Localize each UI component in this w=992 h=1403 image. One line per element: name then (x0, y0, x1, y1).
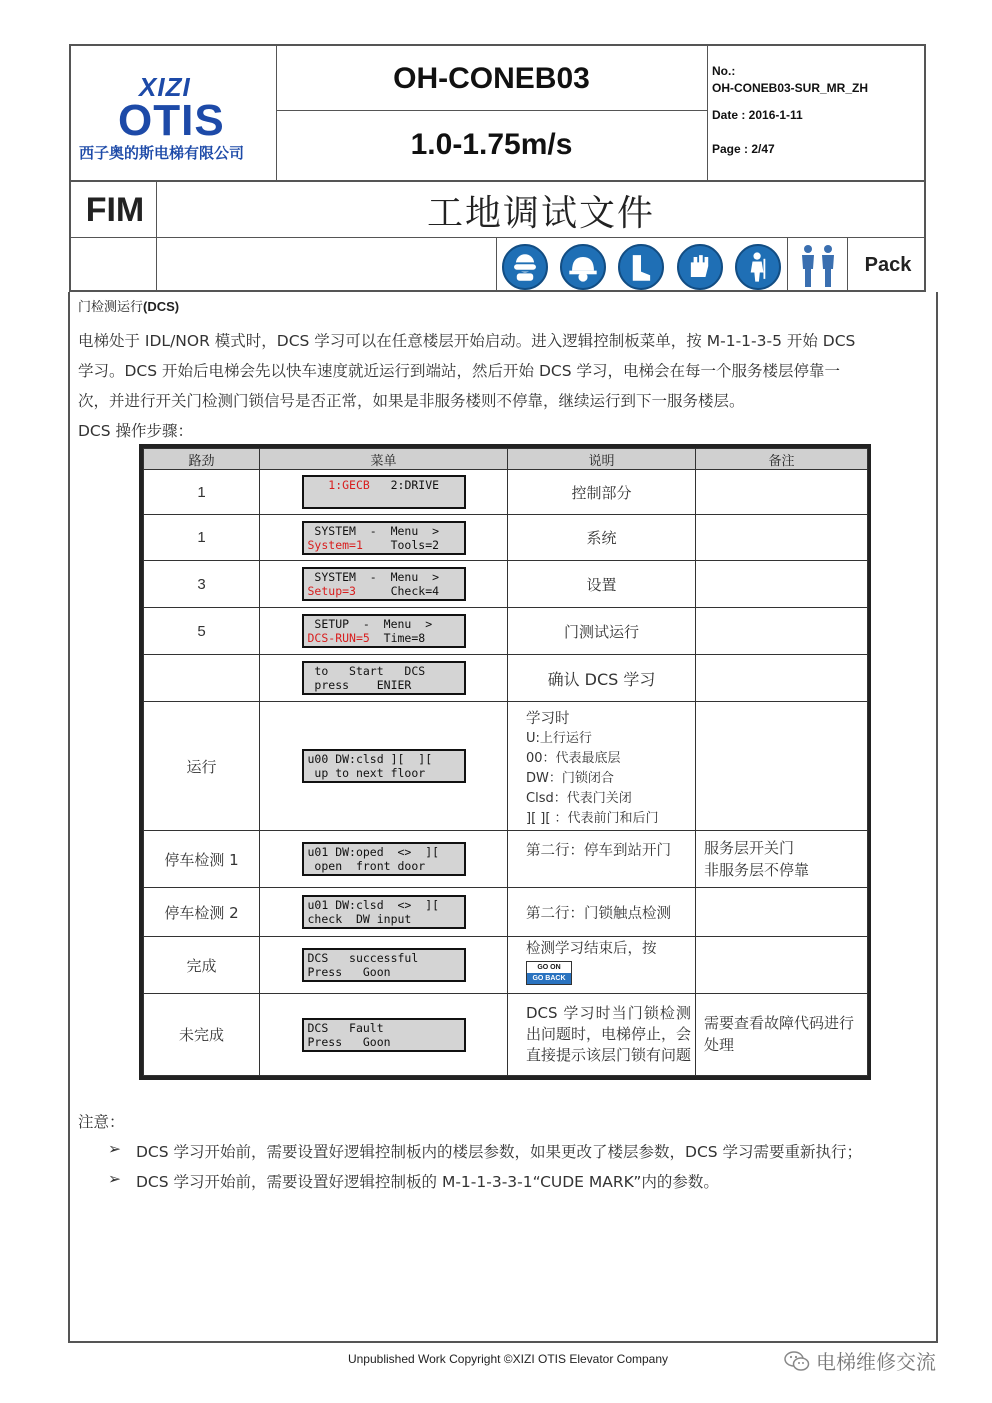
table-row (144, 561, 868, 608)
document-body (68, 292, 938, 1343)
desc-cell: 设置 (508, 561, 696, 608)
workers-icon (793, 242, 843, 290)
col-header-desc: 说明 (508, 449, 696, 470)
section-title-en: (DCS) (143, 299, 180, 314)
step-cell: 停车检测 1 (144, 831, 260, 888)
lcd-line2-highlight: Setup=3 (307, 584, 356, 598)
step-cell: 3 (144, 561, 260, 608)
note-cell (696, 888, 868, 937)
step-cell: 1 (144, 515, 260, 561)
para-line-1: 电梯处于 IDL/NOR 模式时，DCS 学习可以在任意楼层开始启动。进入逻辑控制板菜单，按 M-1-1-3-5 开始 DCS (78, 332, 856, 350)
step-cell: 完成 (144, 937, 260, 994)
lcd-line2: press ENIER (307, 678, 412, 692)
col-header-note: 备注 (696, 449, 868, 470)
speed-range: 1.0-1.75m/s (410, 128, 573, 161)
note-cell: 需要查看故障代码进行处理 (696, 994, 868, 1076)
lcd-line2: check DW input (307, 912, 412, 926)
para-line-2: 学习。DCS 开始后电梯会先以快车速度就近运行到端站，然后开始 DCS 学习，电梯会在每一个服务楼层停靠一 (78, 362, 840, 380)
desc-line: U:上行运行 (526, 731, 592, 746)
desc-cell (508, 702, 696, 831)
note-cell (696, 608, 868, 655)
gloves-icon (677, 244, 723, 290)
desc-line: DW：门锁闭合 (526, 771, 614, 786)
table-row (144, 831, 868, 888)
watermark-text: 电梯维修交流 (816, 1350, 936, 1374)
lcd-display (302, 661, 466, 695)
desc-line: 00：代表最底层 (526, 751, 621, 766)
menu-cell (260, 937, 508, 994)
document-code: OH-CONEB03 (393, 62, 590, 95)
lcd-display (302, 475, 466, 509)
lcd-display (302, 842, 466, 876)
step-cell (144, 655, 260, 702)
note-cell (696, 655, 868, 702)
lcd-display (302, 749, 466, 783)
bullet-arrow-icon: ➢ (108, 1140, 121, 1158)
doc-number-label: No.: (712, 64, 736, 78)
lcd-line1-highlight: 1:GECB (328, 478, 370, 492)
note-cell (696, 561, 868, 608)
lcd-line2: Tools=2 (362, 537, 440, 552)
desc-cell: DCS 学习时当门锁检测出问题时，电梯停止，会直接提示该层门锁有问题 (508, 994, 696, 1076)
note-cell (696, 702, 868, 831)
pack-label: Pack (864, 253, 912, 276)
table-row (144, 608, 868, 655)
table-row (144, 994, 868, 1076)
lcd-line1: to Start DCS (307, 664, 426, 678)
goggles-icon (502, 244, 548, 290)
lcd-line1: SYSTEM - Menu > (307, 570, 440, 584)
menu-cell (260, 470, 508, 515)
document-header (69, 44, 926, 292)
desc-cell (508, 937, 696, 994)
lcd-line2: open front door (307, 859, 426, 873)
dcs-steps-table (139, 444, 871, 1080)
lcd-line1: 2:DRIVE (369, 478, 440, 492)
logo-company-name: 西子奥的斯电梯有限公司 (79, 144, 245, 162)
page-number: Page : 2/47 (712, 142, 775, 156)
desc-cell: 系统 (508, 515, 696, 561)
desc-line: ][ ][ ：代表前门和后门 (526, 811, 659, 826)
para-line-3: 次，并进行开关门检测门锁信号是否正常，如果是非服务楼则不停靠，继续运行到下一服务楼层。 (78, 392, 745, 410)
bullet-arrow-icon: ➢ (108, 1170, 121, 1188)
go-back-label: GO BACK (527, 973, 571, 984)
lcd-line1: u00 DW:clsd ][ ][ (307, 752, 433, 766)
desc-text: 检测学习结束后，按 (526, 941, 657, 957)
note-cell (696, 470, 868, 515)
logo-xizi-text: XIZI (139, 72, 191, 102)
table-row (144, 655, 868, 702)
step-cell: 未完成 (144, 994, 260, 1076)
wechat-icon (784, 1350, 810, 1372)
menu-cell (260, 831, 508, 888)
lcd-line2: Check=4 (355, 584, 440, 598)
doc-number-value: OH-CONEB03-SUR_MR_ZH (712, 81, 869, 95)
lcd-line2: up to next floor (307, 766, 426, 780)
go-on-go-back-button (526, 961, 572, 985)
step-cell: 运行 (144, 702, 260, 831)
lcd-line1: u01 DW:clsd <> ][ (307, 898, 440, 912)
desc-cell: 第二行：停车到站开门 (508, 831, 696, 888)
lcd-line2: Time=8 (369, 631, 426, 645)
lcd-line1: DCS Fault (307, 1020, 384, 1035)
lcd-display (302, 895, 466, 929)
lcd-line1: SETUP - Menu > (307, 617, 433, 631)
desc-line: 学习时 (526, 711, 570, 727)
hard-hat-icon (560, 244, 606, 290)
watermark (784, 1346, 936, 1375)
menu-cell (260, 888, 508, 937)
table-row (144, 515, 868, 561)
logo-otis-text: OTIS (118, 96, 225, 145)
desc-cell: 确认 DCS 学习 (508, 655, 696, 702)
lcd-line1: u01 DW:oped <> ][ (307, 845, 440, 859)
lcd-line2: Press Goon (307, 965, 391, 979)
step-cell: 1 (144, 470, 260, 515)
doc-date: Date : 2016-1-11 (712, 108, 803, 122)
desc-line: Clsd：代表门关闭 (526, 791, 632, 806)
menu-cell (260, 994, 508, 1076)
lcd-line1: DCS successful (307, 951, 419, 965)
menu-cell (260, 702, 508, 831)
menu-cell (260, 515, 508, 561)
note-line: 服务层开关门 (704, 839, 795, 857)
bullet-text: DCS 学习开始前，需要设置好逻辑控制板内的楼层参数，如果更改了楼层参数，DCS 学习需要重新执行； (136, 1143, 863, 1161)
para-line-4: DCS 操作步骤： (78, 422, 194, 440)
lcd-display (302, 614, 466, 648)
lcd-line2-highlight: System=1 (307, 537, 363, 552)
safety-boots-icon (618, 244, 664, 290)
bullet-text: DCS 学习开始前，需要设置好逻辑控制板的 M-1-1-3-3-1“CUDE MARK”内的参数。 (136, 1173, 719, 1191)
notes-label: 注意： (78, 1113, 125, 1131)
section-title (78, 296, 179, 315)
lcd-line2: Press Goon (307, 1034, 391, 1049)
section-title-cn: 门检测运行 (78, 300, 144, 315)
menu-cell (260, 655, 508, 702)
desc-cell: 门测试运行 (508, 608, 696, 655)
step-cell: 停车检测 2 (144, 888, 260, 937)
menu-cell (260, 608, 508, 655)
note-cell (696, 831, 868, 888)
col-header-path: 路劲 (144, 449, 260, 470)
lcd-display (302, 948, 466, 982)
desc-cell: 第二行：门锁触点检测 (508, 888, 696, 937)
col-header-menu: 菜单 (260, 449, 508, 470)
note-line: 非服务层不停靠 (704, 861, 810, 879)
lcd-line2-highlight: DCS-RUN=5 (307, 631, 370, 645)
fim-label: FIM (85, 190, 145, 229)
go-on-label: GO ON (527, 962, 571, 973)
note-cell (696, 515, 868, 561)
lcd-display (302, 1018, 466, 1052)
table-row (144, 888, 868, 937)
menu-cell (260, 561, 508, 608)
note-cell (696, 937, 868, 994)
document-title: 工地调试文件 (426, 192, 655, 234)
lcd-line1: SYSTEM - Menu > (307, 523, 440, 538)
lcd-display (302, 567, 466, 601)
step-cell: 5 (144, 608, 260, 655)
copyright-footer: Unpublished Work Copyright ©XIZI OTIS Elevator Company (347, 1352, 669, 1366)
desc-cell: 控制部分 (508, 470, 696, 515)
lcd-display (302, 521, 466, 555)
table-row (144, 470, 868, 515)
table-row (144, 937, 868, 994)
table-row (144, 702, 868, 831)
harness-icon (735, 244, 781, 290)
